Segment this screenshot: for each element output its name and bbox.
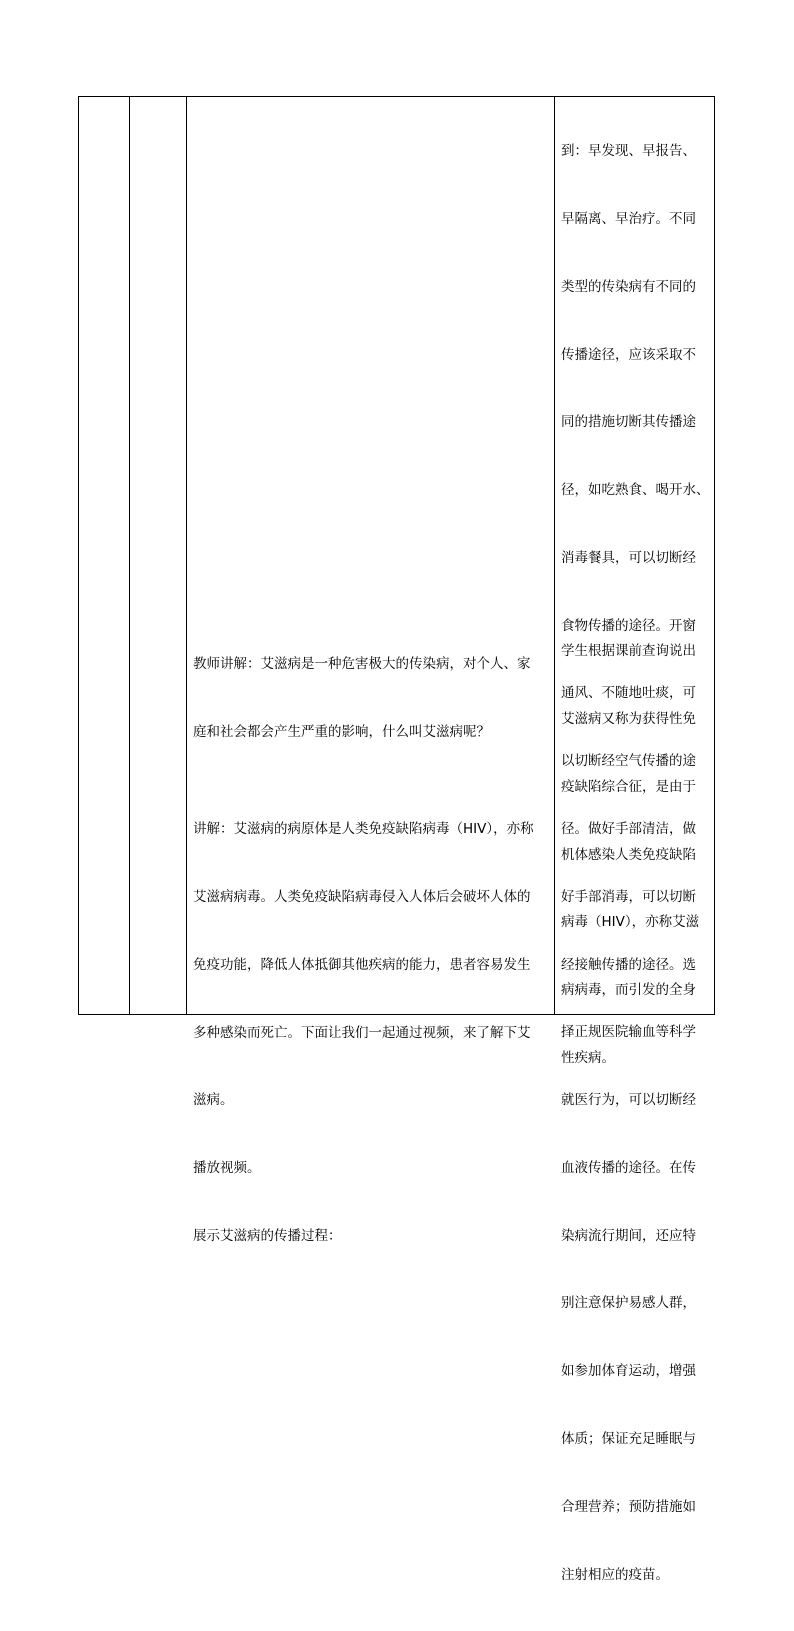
text-line: 通风、不随地吐痰，可 [561, 685, 696, 702]
text-line: 食物传播的途径。开窗 [561, 617, 696, 634]
text-line: 到：早发现、早报告、 [561, 143, 696, 160]
text-line: 好手部消毒，可以切断 [561, 888, 696, 905]
text-line: 别注意保护易感人群， [561, 1295, 696, 1312]
text-line: 注射相应的疫苗。 [561, 1566, 669, 1583]
student-activity-aids-definition [561, 595, 711, 1115]
text-line: 性疾病。 [561, 1049, 615, 1066]
text-line: 经接触传播的途径。选 [561, 956, 696, 973]
text-line: 艾滋病病毒。人类免疫缺陷病毒侵入人体后会破坏人体的 [193, 888, 531, 905]
column-divider-1 [129, 97, 130, 1014]
text-line: 如参加体育运动，增强 [561, 1363, 696, 1380]
text-line: 同的措施切断其传播途 [561, 414, 696, 431]
text-line: 庭和社会都会产生严重的影响，什么叫艾滋病呢？ [193, 723, 490, 740]
text-line: 教师讲解：艾滋病是一种危害极大的传染病，对个人、家 [193, 656, 531, 673]
text-line: 染病流行期间，还应特 [561, 1227, 696, 1244]
text-line: 早隔离、早治疗。不同 [561, 210, 696, 227]
text-line: 多种感染而死亡。下面让我们一起通过视频，来了解下艾 [193, 1024, 531, 1041]
text-line: 疫缺陷综合征，是由于 [561, 778, 696, 795]
text-line: 类型的传染病有不同的 [561, 278, 696, 295]
teacher-activity-explanation [193, 773, 549, 1293]
text-line: 播放视频。 [193, 1160, 261, 1177]
text-line: 径。做好手部清洁，做 [561, 821, 696, 837]
text-line: 血液传播的途径。在传 [561, 1159, 696, 1176]
text-line: 径，如吃熟食、喝开水、 [561, 482, 710, 499]
text-line: 择正规医院输血等科学 [561, 1024, 696, 1041]
text-line: 展示艾滋病的传播过程： [193, 1227, 342, 1244]
text-line: 病毒（HIV），亦称艾滋 [561, 914, 700, 931]
text-line: 消毒餐具，可以切断经 [561, 549, 696, 566]
text-line: 以切断经空气传播的途 [561, 753, 696, 770]
lesson-plan-table [78, 96, 715, 1583]
text-line: 讲解：艾滋病的病原体是人类免疫缺陷病毒（HIV），亦称 [193, 821, 534, 838]
text-line: 滋病。 [193, 1092, 234, 1109]
text-line: 病病毒，而引发的全身 [561, 982, 696, 999]
text-line: 就医行为，可以切断经 [561, 1092, 696, 1109]
text-line: 学生根据课前查询说出 [561, 643, 696, 660]
teacher-activity-intro [193, 608, 549, 789]
text-line: 免疫功能，降低人体抵御其他疾病的能力，患者容易发生 [193, 956, 531, 973]
text-line: 机体感染人类免疫缺陷 [561, 846, 696, 863]
text-line: 合理营养；预防措施如 [561, 1498, 696, 1515]
column-divider-2 [186, 97, 187, 1014]
column-divider-3 [554, 97, 555, 1014]
text-line: 艾滋病又称为获得性免 [561, 710, 696, 727]
text-line: 体质；保证充足睡眠与 [561, 1431, 696, 1448]
text-line: 传播途径，应该采取不 [561, 346, 696, 363]
